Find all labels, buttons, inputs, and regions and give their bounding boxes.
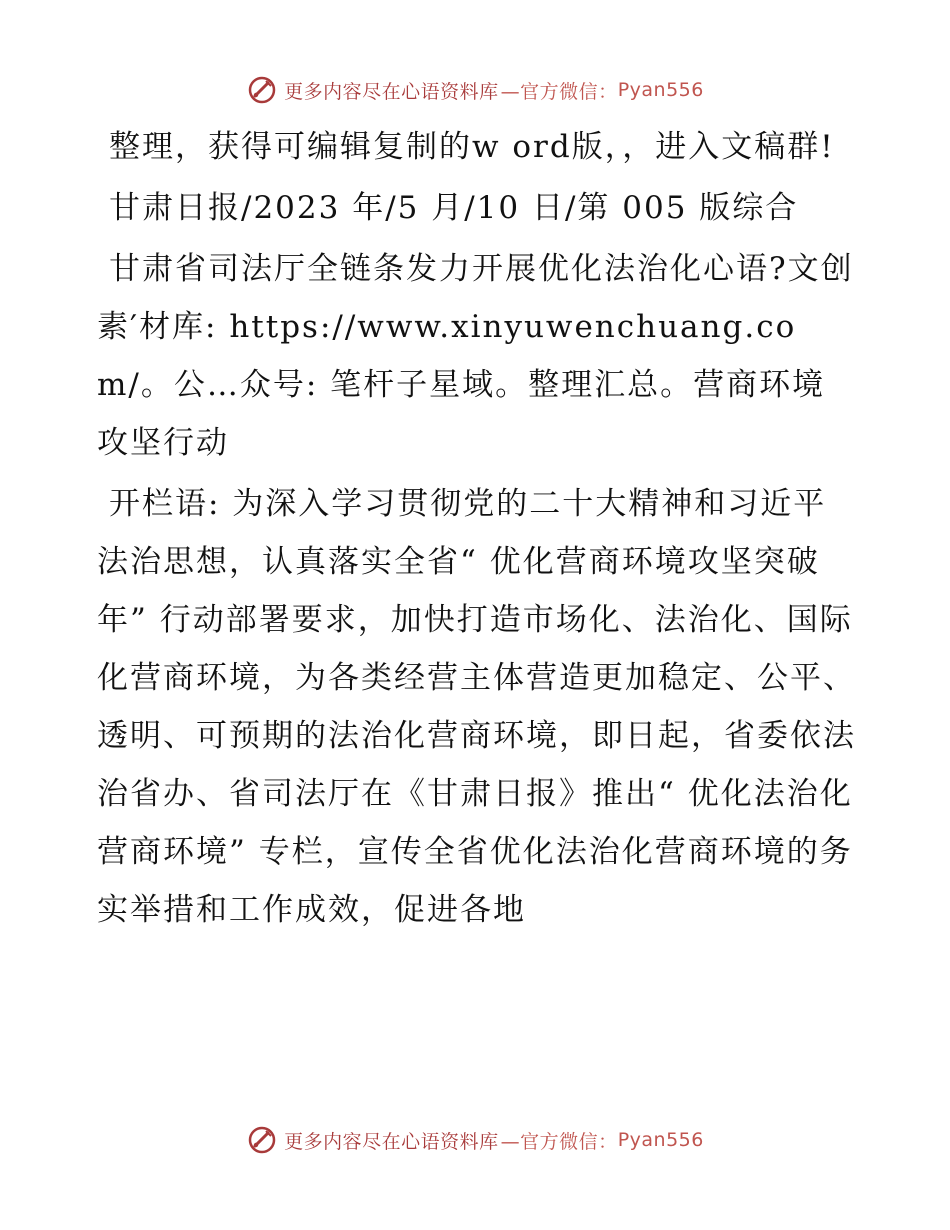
brush-logo-icon bbox=[246, 1124, 278, 1156]
banner-wechat-id: Pyan556 bbox=[617, 1129, 704, 1151]
banner-official-text: —官方微信： bbox=[500, 1130, 618, 1153]
paragraph-headline: 甘肃省司法厅全链条发力开展优化法治化心语?文创素′材库: https://www.xinyuwenchuang.com/。公…众号: 笔杆子星域。整理汇总。营商环境攻坚行动 bbox=[97, 251, 854, 461]
watermark-banner-top bbox=[0, 70, 950, 110]
paragraph-column-intro: 开栏语: 为深入学习贯彻党的二十大精神和习近平法治思想，认真落实全省“ 优化营商环境攻坚突破年” 行动部署要求，加快打造市场化、法治化、国际化营商环境，为各类经营主体营造更加稳定、公平、透明、可预期的法治化营商环境，即日起，省委依法治省办、省司法厅在《甘肃日报》推出“ 优化法治化营商环境” 专栏，宣传全省优化法治化营商环境的务实举措和工作成效，促进各地 bbox=[97, 486, 856, 928]
document-body bbox=[97, 118, 857, 942]
banner-site-text: 更多内容尽在心语资料库 bbox=[284, 1130, 499, 1153]
banner-site-text: 更多内容尽在心语资料库 bbox=[284, 80, 499, 103]
banner-wechat-id: Pyan556 bbox=[617, 79, 704, 101]
brush-logo-icon bbox=[246, 74, 278, 106]
paragraph-source-line: 甘肃日报/2023 年/5 月/10 日/第 005 版综合 bbox=[109, 190, 799, 226]
paragraph-intro: 整理，获得可编辑复制的w ord版，，进入文稿群! bbox=[109, 129, 835, 165]
banner-official-text: —官方微信： bbox=[500, 80, 618, 103]
watermark-banner-bottom bbox=[0, 1120, 950, 1160]
